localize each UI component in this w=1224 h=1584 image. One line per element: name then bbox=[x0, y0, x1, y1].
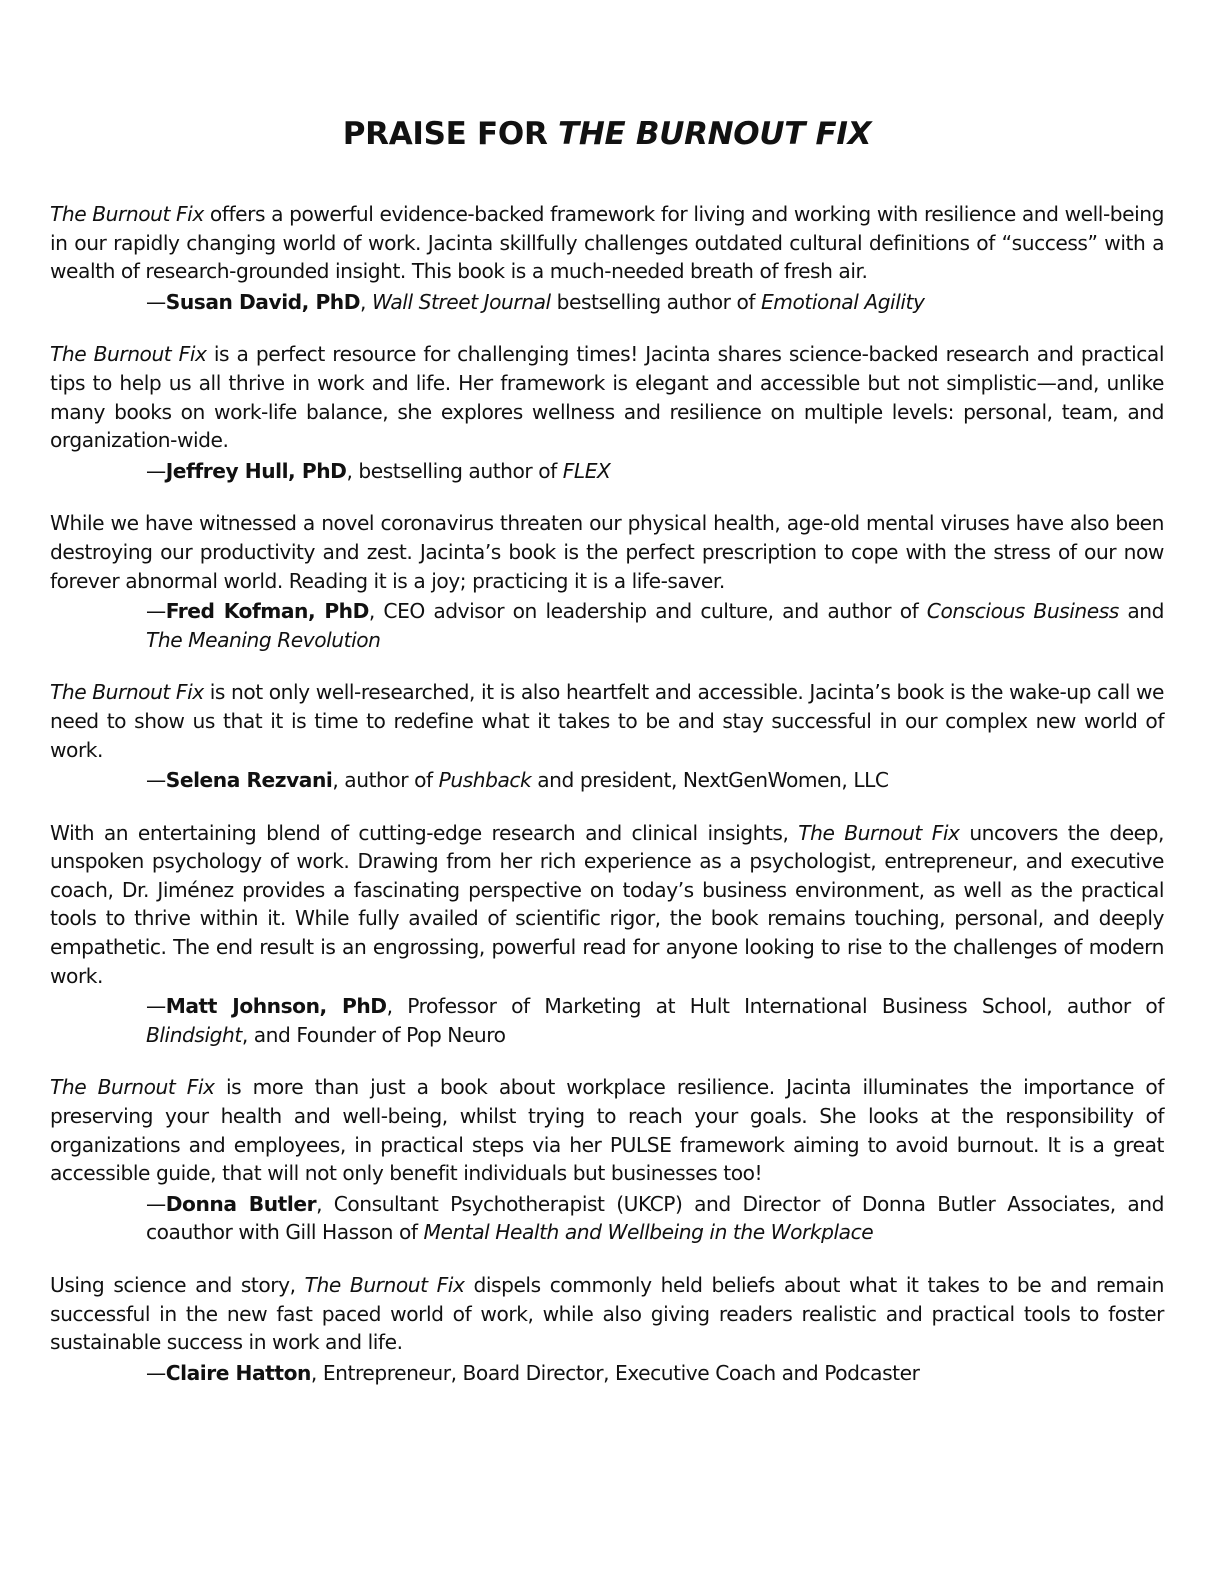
attribution-segment: — bbox=[146, 994, 166, 1019]
attribution-segment: — bbox=[146, 458, 166, 483]
quote-segment: The Burnout Fix bbox=[50, 342, 207, 367]
praise-quote bbox=[50, 340, 1164, 454]
quote-segment: The Burnout Fix bbox=[50, 680, 204, 705]
attribution-segment: , author of bbox=[332, 768, 439, 793]
quote-segment: Using science and story, bbox=[50, 1273, 305, 1297]
endorser-name: Fred Kofman, PhD bbox=[165, 599, 369, 624]
praise-quote bbox=[50, 200, 1164, 286]
attribution-segment: — bbox=[146, 599, 166, 624]
quote-segment: The Burnout Fix bbox=[304, 1273, 465, 1297]
attribution-segment: and bbox=[1118, 599, 1165, 624]
quote-segment: The Burnout Fix bbox=[798, 820, 960, 845]
praise-attribution bbox=[50, 1359, 1164, 1388]
endorser-name: Matt Johnson, PhD bbox=[165, 994, 387, 1019]
quote-segment: is more than just a book about workplace resilience. Jacinta illuminates the importance of preserving your health and well-being, whilst trying to reach your goals. She looks at the responsibility of organizations and employees, in practical steps via her PULSE framework aiming to avoid burnout. It is a great accessible guide, that will not only benefit individuals but businesses too! bbox=[50, 1075, 1164, 1186]
quote-segment: The Burnout Fix bbox=[50, 1075, 215, 1100]
attribution-segment: Emotional Agility bbox=[761, 289, 925, 314]
praise-entry bbox=[50, 200, 1164, 316]
praise-attribution bbox=[50, 766, 1164, 795]
quote-segment: is a perfect resource for challenging times! Jacinta shares science-backed research and practical tips to help us all thrive in work and life. Her framework is elegant and accessible but not simplistic—and, unlike many books on work-life balance, she explores wellness and resilience on multiple levels: personal, team, and organization-wide. bbox=[50, 342, 1164, 453]
praise-entry bbox=[50, 340, 1164, 485]
page-title-book: THE BURNOUT FIX bbox=[558, 116, 872, 152]
quote-segment: uncovers the deep, unspoken psychology of work. Drawing from her rich experience as a psychologist, entrepreneur, and executive coach, Dr. Jiménez provides a fascinating perspective on today’s business environment, as well as the practical tools to thrive within it. While fully availed of scientific rigor, the book remains touching, personal, and deeply empathetic. The end result is an engrossing, powerful read for anyone looking to rise to the challenges of modern work. bbox=[50, 820, 1164, 988]
attribution-segment: Pushback bbox=[438, 768, 532, 793]
attribution-segment: Blindsight bbox=[146, 1022, 242, 1047]
praise-quote bbox=[50, 509, 1164, 595]
attribution-segment: , Entrepreneur, Board Director, Executive Coach and Podcaster bbox=[310, 1360, 920, 1385]
attribution-segment: — bbox=[146, 289, 166, 314]
attribution-segment: — bbox=[146, 1360, 166, 1385]
attribution-segment: , Consultant Psychotherapist (UKCP) and Director of Donna Butler Associates, and coauthor with Gill Hasson of bbox=[146, 1191, 1164, 1245]
attribution-segment: Wall Street Journal bbox=[371, 289, 551, 314]
praise-quote bbox=[50, 1271, 1164, 1357]
praise-attribution bbox=[50, 457, 1164, 486]
endorser-name: Claire Hatton bbox=[165, 1360, 311, 1385]
attribution-segment: , and Founder of Pop Neuro bbox=[241, 1022, 506, 1047]
praise-entry bbox=[50, 678, 1164, 794]
praise-attribution bbox=[50, 597, 1164, 654]
praise-list bbox=[50, 200, 1164, 1387]
praise-quote bbox=[50, 678, 1164, 764]
praise-quote bbox=[50, 1073, 1164, 1187]
praise-attribution bbox=[50, 288, 1164, 317]
praise-entry bbox=[50, 1073, 1164, 1247]
attribution-segment: , bestselling author of bbox=[346, 458, 563, 483]
quote-segment: is not only well-researched, it is also heartfelt and accessible. Jacinta’s book is the wake-up call we need to show us that it is time to redefine what it takes to be and stay successful in our complex new world of work. bbox=[50, 680, 1164, 762]
endorser-name: Donna Butler bbox=[165, 1191, 317, 1216]
praise-entry bbox=[50, 819, 1164, 1050]
attribution-segment: , Professor of Marketing at Hult International Business School, author of bbox=[386, 994, 1164, 1019]
attribution-segment: and president, NextGenWomen, LLC bbox=[531, 768, 889, 793]
quote-segment: While we have witnessed a novel coronavirus threaten our physical health, age-old mental viruses have also been destroying our productivity and zest. Jacinta’s book is the perfect prescription to cope with the stress of our now forever abnormal world. Reading it is a joy; practicing it is a life-saver. bbox=[50, 511, 1164, 593]
praise-quote bbox=[50, 819, 1164, 991]
quote-segment: The Burnout Fix bbox=[50, 202, 204, 226]
attribution-segment: Mental Health and Wellbeing in the Workplace bbox=[423, 1220, 874, 1245]
page-title bbox=[50, 0, 1164, 154]
quote-segment: offers a powerful evidence-backed framework for living and working with resilience and well-being in our rapidly changing world of work. Jacinta skillfully challenges outdated cultural definitions of “success” with a wealth of research-grounded insight. This book is a much-needed breath of fresh air. bbox=[50, 202, 1164, 284]
praise-attribution bbox=[50, 992, 1164, 1049]
praise-attribution bbox=[50, 1190, 1164, 1247]
attribution-segment: — bbox=[146, 768, 166, 793]
quote-segment: With an entertaining blend of cutting-edge research and clinical insights, bbox=[50, 820, 799, 845]
praise-entry bbox=[50, 1271, 1164, 1387]
quote-segment: dispels commonly held beliefs about what it takes to be and remain successful in the new fast paced world of work, while also giving readers realistic and practical tools to foster sustainable success in work and life. bbox=[50, 1273, 1164, 1355]
page-title-prefix: PRAISE FOR bbox=[342, 116, 559, 152]
attribution-segment: , CEO advisor on leadership and culture, and author of bbox=[368, 599, 927, 624]
endorser-name: Selena Rezvani bbox=[165, 768, 333, 793]
praise-entry bbox=[50, 509, 1164, 654]
attribution-segment: — bbox=[146, 1191, 166, 1216]
attribution-segment: , bbox=[360, 289, 372, 314]
attribution-segment: bestselling author of bbox=[550, 289, 761, 314]
endorser-name: Susan David, PhD bbox=[165, 289, 361, 314]
attribution-segment: FLEX bbox=[562, 458, 611, 483]
attribution-segment: Conscious Business bbox=[926, 599, 1119, 624]
endorser-name: Jeffrey Hull, PhD bbox=[165, 458, 347, 483]
attribution-segment: The Meaning Revolution bbox=[146, 627, 381, 652]
